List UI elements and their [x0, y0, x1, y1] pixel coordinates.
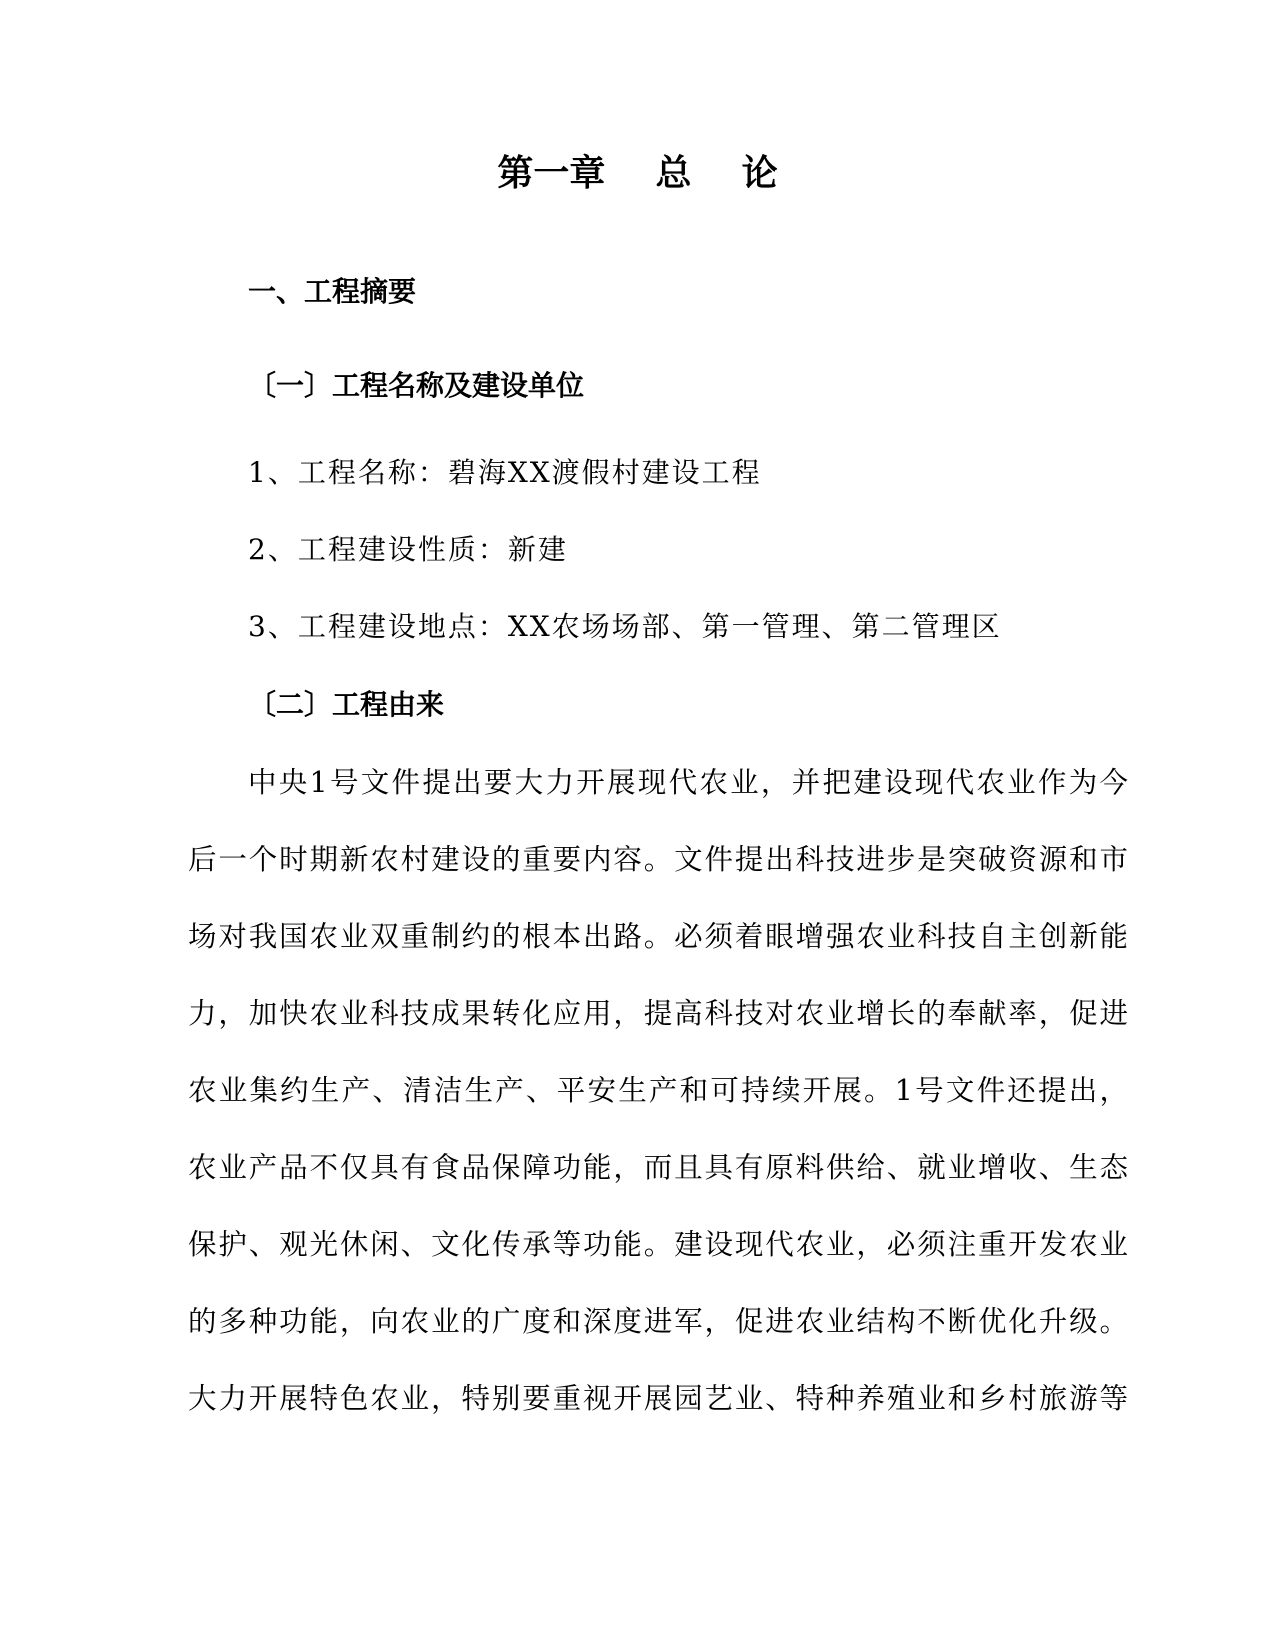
paragraph-line: 场对我国农业双重制约的根本出路。必须着眼增强农业科技自主创新能	[188, 920, 1128, 953]
paragraph-line: 力，加快农业科技成果转化应用，提高科技对农业增长的奉献率，促进	[188, 997, 1128, 1030]
list-item-project-name: 1、工程名称：碧海XX渡假村建设工程	[248, 456, 762, 489]
paragraph-line: 中央1号文件提出要大力开展现代农业，并把建设现代农业作为今	[248, 766, 1128, 799]
section-heading: 一、工程摘要	[248, 275, 417, 308]
subsection-heading-2: 〔二〕工程由来	[248, 688, 445, 721]
paragraph-line: 大力开展特色农业，特别要重视开展园艺业、特种养殖业和乡村旅游等	[188, 1382, 1128, 1415]
subsection-heading-1: 〔一〕工程名称及建设单位	[248, 369, 585, 402]
paragraph-line: 保护、观光休闲、文化传承等功能。建设现代农业，必须注重开发农业	[188, 1228, 1128, 1261]
paragraph-line: 的多种功能，向农业的广度和深度进军，促进农业结构不断优化升级。	[188, 1305, 1128, 1338]
paragraph-line: 后一个时期新农村建设的重要内容。文件提出科技进步是突破资源和市	[188, 843, 1128, 876]
list-item-project-location: 3、工程建设地点：XX农场场部、第一管理、第二管理区	[248, 610, 1002, 643]
list-item-project-nature: 2、工程建设性质：新建	[248, 533, 568, 566]
paragraph-line: 农业集约生产、清洁生产、平安生产和可持续开展。1号文件还提出，	[188, 1074, 1128, 1107]
chapter-title: 第一章 总 论	[497, 153, 778, 194]
paragraph-line: 农业产品不仅具有食品保障功能，而且具有原料供给、就业增收、生态	[188, 1151, 1128, 1184]
